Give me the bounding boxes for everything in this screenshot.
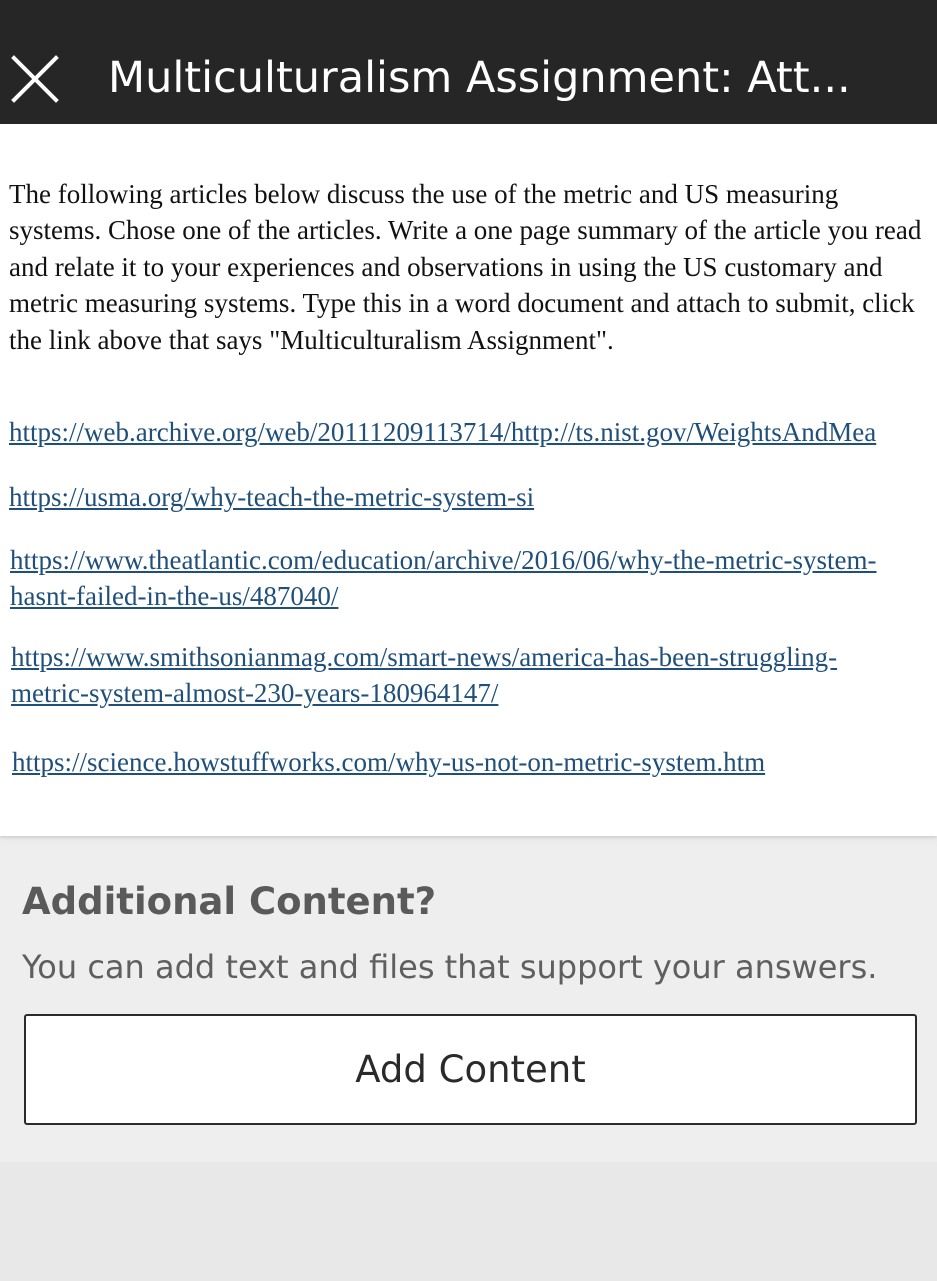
close-icon	[10, 52, 62, 104]
additional-content-title: Additional Content?	[22, 880, 437, 923]
add-content-button[interactable]: Add Content	[24, 1014, 917, 1125]
assignment-content	[0, 124, 937, 836]
additional-content-subtitle: You can add text and files that support your answers.	[22, 948, 878, 986]
top-header	[0, 0, 937, 130]
article-link-smithsonian[interactable]: https://www.smithsonianmag.com/smart-news/america-has-been-struggling-metric-system-almost-230-years-180964147/	[11, 642, 838, 708]
additional-content-panel	[0, 846, 937, 1162]
close-button[interactable]	[10, 52, 62, 104]
article-link-howstuffworks[interactable]: https://science.howstuffworks.com/why-us-not-on-metric-system.htm	[12, 747, 766, 777]
article-link-nist[interactable]: https://web.archive.org/web/20111209113714/http://ts.nist.gov/WeightsAndMea	[9, 417, 877, 447]
assignment-instructions: The following articles below discuss the use of the metric and US measuring systems. Chose one of the articles. Write a one page summary of the article you read and relate it to your experiences and observations in using the US customary and metric measuring systems. Type this in a word document and attach to submit, click the link above that says "Multiculturalism Assignment".	[9, 179, 922, 355]
bottom-spacer	[0, 1162, 937, 1281]
article-link-usma[interactable]: https://usma.org/why-teach-the-metric-system-si	[9, 482, 535, 512]
article-link-atlantic[interactable]: https://www.theatlantic.com/education/archive/2016/06/why-the-metric-system-hasnt-failed-in-the-us/487040/	[10, 545, 877, 611]
page-title: Multiculturalism Assignment: Att...	[108, 53, 851, 103]
